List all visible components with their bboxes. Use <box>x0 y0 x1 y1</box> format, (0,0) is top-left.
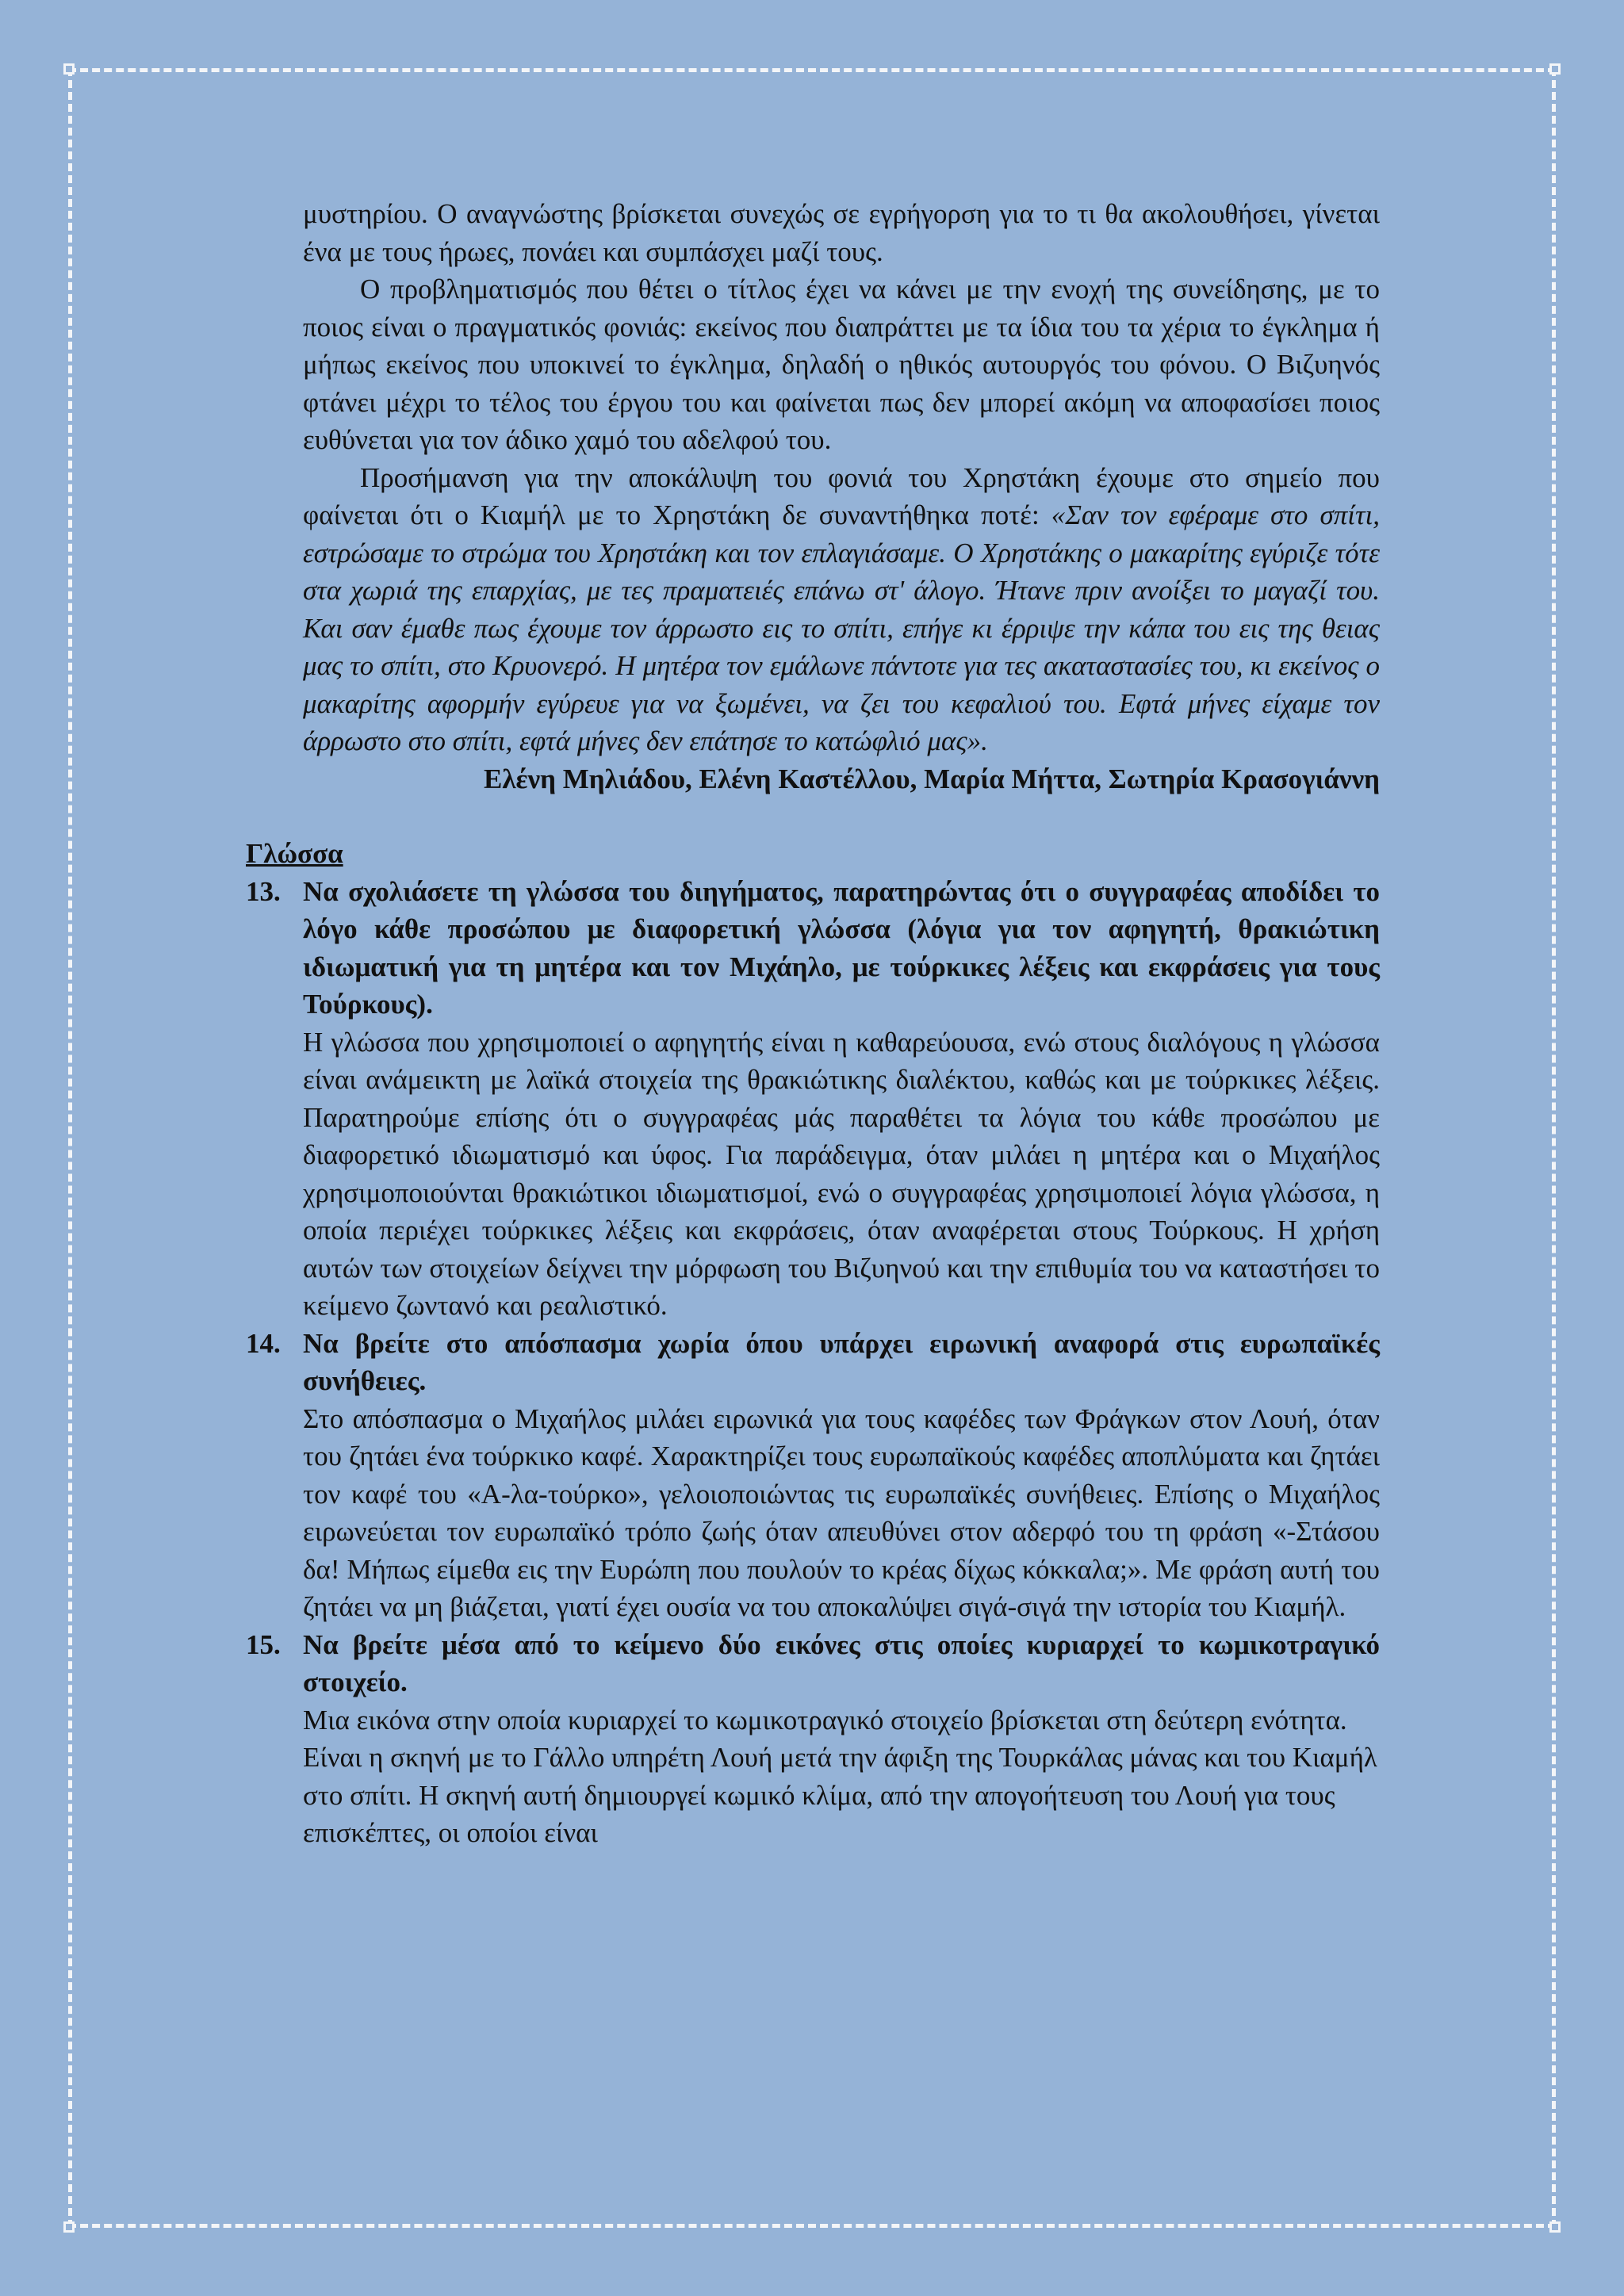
question-item <box>246 1626 1380 1852</box>
intro-block <box>246 195 1380 798</box>
question-text: Να βρείτε μέσα από το κείμενο δύο εικόνες στις οποίες κυριαρχεί το κωμικοτραγικό στοιχείο. <box>303 1628 1380 1697</box>
question-text: Να σχολιάσετε τη γλώσσα του διηγήματος, παρατηρώντας ότι ο συγγραφέας αποδίδει το λόγο κάθε προσώπου με διαφορετική γλώσσα (λόγια για τον αφηγητή, θρακιώτικη ιδιωματική για τη μητέρα και τον Μιχάηλο, με τούρκικες λέξεις και εκφράσεις για τους Τούρκους). <box>303 875 1380 1020</box>
spacer <box>246 798 1380 835</box>
question-number: 15. <box>246 1628 281 1660</box>
answer-text: Η γλώσσα που χρησιμοποιεί ο αφηγητής είναι η καθαρεύουσα, ενώ στους διαλόγους η γλώσσα είναι ανάμεικτη με λαϊκά στοιχεία της θρακιώτικης διαλέκτου, καθώς και με τούρκικες λέξεις. Παρατηρούμε επίσης ότι ο συγγραφέας μάς παραθέτει τα λόγια του κάθε προσώπου με διαφορετικό ιδιωματισμό και ύφος. Για παράδειγμα, όταν μιλάει η μητέρα και ο Μιχαήλος χρησιμοποιούνται θρακιώτικοι ιδιωματισμοί, ενώ ο συγγραφέας χρησιμοποιεί λόγια γλώσσα, η οποία περιέχει τούρκικες λέξεις και εκφράσεις, όταν αναφέρεται στους Τούρκους. Η χρήση αυτών των στοιχείων δείχνει την μόρφωση του Βιζυηνού και την επιθυμία του να καταστήσει το κείμενο ζωντανό και ρεαλιστικό. <box>303 1026 1380 1321</box>
answer-text: Στο απόσπασμα ο Μιχαήλος μιλάει ειρωνικά για τους καφέδες των Φράγκων στον Λουή, όταν του ζητάει ένα τούρκικο καφέ. Χαρακτηρίζει τους ευρωπαϊκούς καφέδες αποπλύματα και ζητάει τον καφέ του «Α-λα-τούρκο», γελοιοποιώντας τις ευρωπαϊκές συνήθειες. Επίσης ο Μιχαήλος ειρωνεύεται τον ευρωπαϊκό τρόπο ζωής όταν απευθύνει στον αδερφό του τη φράση «-Στάσου δα! Μήπως είμεθα εις την Ευρώπη που πουλούν το κρέας δίχως κόκκαλα;». Με φράση αυτή του ζητάει να μη βιάζεται, γιατί έχει ουσία να του αποκαλύψει σιγά-σιγά την ιστορία του Κιαμήλ. <box>303 1402 1380 1622</box>
answer-text: Μια εικόνα στην οποία κυριαρχεί το κωμικοτραγικό στοιχείο βρίσκεται στη δεύτερη ενότητα. Είναι η σκηνή με το Γάλλο υπηρέτη Λουή μετά την άφιξη της Τουρκάλας μάνας και του Κιαμήλ στο σπίτι. Η σκηνή αυτή δημιουργεί κωμικό κλίμα, από την απογοήτευση του Λουή για τους επισκέπτες, οι οποίοι είναι <box>303 1704 1377 1848</box>
page-border-corner <box>1549 2221 1561 2233</box>
page-border-corner <box>1549 63 1561 75</box>
page-border-corner <box>63 63 75 75</box>
document-body <box>246 195 1380 1852</box>
question-text: Να βρείτε στο απόσπασμα χωρία όπου υπάρχει ειρωνική αναφορά στις ευρωπαϊκές συνήθειες. <box>303 1327 1380 1396</box>
intro-paragraph-3 <box>303 459 1380 760</box>
authors-line: Ελένη Μηλιάδου, Ελένη Καστέλλου, Μαρία Μήττα, Σωτηρία Κρασογιάννη <box>483 763 1380 794</box>
intro-paragraph-3-text: Προσήμανση για την αποκάλυψη του φονιά του Χρηστάκη έχουμε στο σημείο που φαίνεται ότι ο Κιαμήλ με το Χρηστάκη δε συναντήθηκα ποτέ: <box>303 461 1380 530</box>
intro-quote: «Σαν τον εφέραμε στο σπίτι, εστρώσαμε το στρώμα του Χρηστάκη και τον επλαγιάσαμε. Ο Χρηστάκης ο μακαρίτης εγύριζε τότε στα χωριά της επαρχίας, με τες πραματειές επάνω στ' άλογο. Ήτανε πριν ανοίξει το μαγαζί του. Και σαν έμαθε πως έχουμε τον άρρωστο εις το σπίτι, επήγε κι έρριψε την κάπα του εις της θειας μας το σπίτι, στο Κρυονερό. Η μητέρα τον εμάλωνε πάντοτε για τες ακαταστασίες του, κι εκείνος ο μακαρίτης αφορμήν εγύρευε για να ξωμένει, να ζει του κεφαλιού του. Εφτά μήνες είχαμε τον άρρωστο στο σπίτι, εφτά μήνες δεν επάτησε το κατώφλιό μας». <box>303 499 1380 756</box>
question-number: 13. <box>246 875 281 907</box>
question-item <box>246 873 1380 1325</box>
intro-paragraph-1: μυστηρίου. Ο αναγνώστης βρίσκεται συνεχώς σε εγρήγορση για το τι θα ακολουθήσει, γίνεται ένα με τους ήρωες, πονάει και συμπάσχει μαζί τους. <box>303 198 1380 267</box>
intro-paragraph-2: Ο προβληματισμός που θέτει ο τίτλος έχει να κάνει με την ενοχή της συνείδησης, με το ποιος είναι ο πραγματικός φονιάς: εκείνος που διαπράττει με τα ίδια του τα χέρια το έγκλημα ή μήπως εκείνος που υποκινεί το έγκλημα, δηλαδή ο ηθικός αυτουργός του φόνου. Ο Βιζυηνός φτάνει μέχρι το τέλος του έργου του και φαίνεται πως δεν μπορεί ακόμη να αποφασίσει ποιος ευθύνεται για τον άδικο χαμό του αδελφού του. <box>303 274 1380 455</box>
question-item <box>246 1325 1380 1626</box>
question-number: 14. <box>246 1327 281 1359</box>
section-title: Γλώσσα <box>246 838 343 869</box>
page-border-corner <box>63 2221 75 2233</box>
